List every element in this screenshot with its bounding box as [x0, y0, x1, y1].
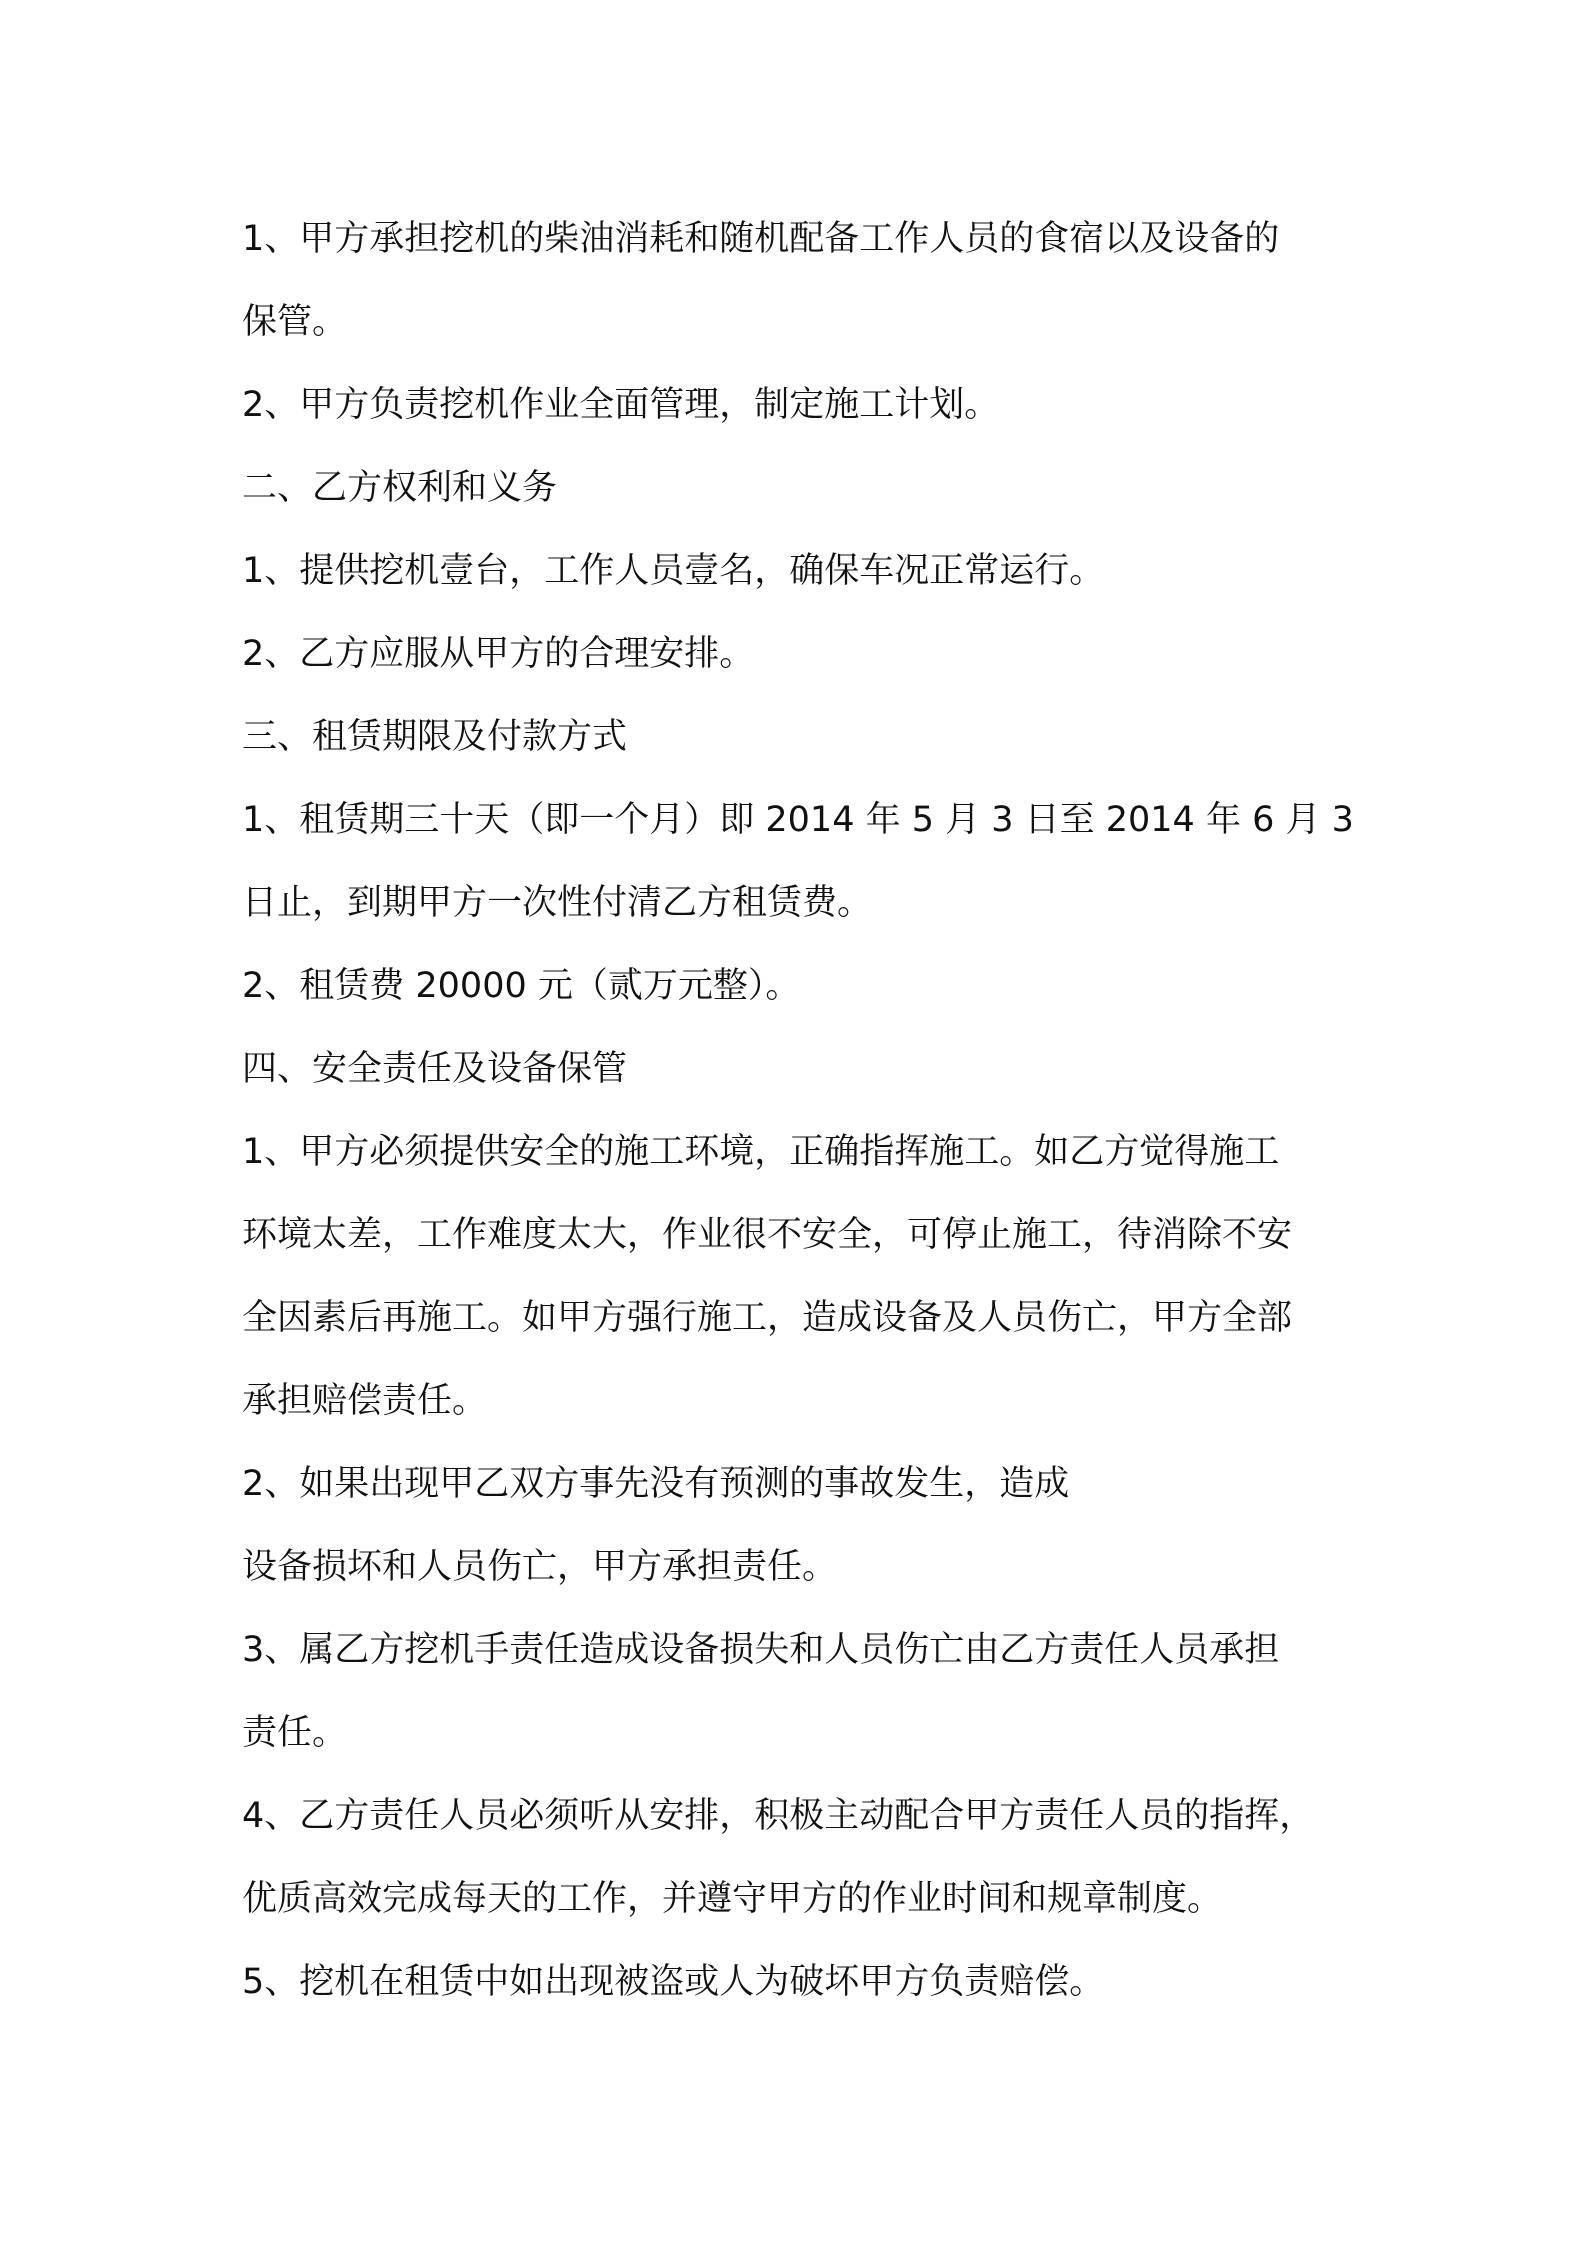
text-line: 2、乙方应服从甲方的合理安排。: [242, 634, 755, 674]
text-line: 日止，到期甲方一次性付清乙方租赁费。: [242, 883, 873, 923]
section-heading: 四、安全责任及设备保管: [242, 1049, 628, 1089]
text-line: 1、租赁期三十天（即一个月）即 2014 年 5 月 3 日至 2014 年 6 月 3: [242, 800, 1354, 840]
section-heading: 三、租赁期限及付款方式: [242, 717, 628, 757]
text-line: 1、提供挖机壹台，工作人员壹名，确保车况正常运行。: [242, 551, 1105, 591]
text-line: 2、如果出现甲乙双方事先没有预测的事故发生，造成: [242, 1464, 1070, 1504]
text-line: 承担赔偿责任。: [242, 1381, 488, 1421]
document-page: [242, 198, 1362, 2024]
text-line: 3、属乙方挖机手责任造成设备损失和人员伤亡由乙方责任人员承担: [242, 1630, 1280, 1670]
text-line: 1、甲方必须提供安全的施工环境，正确指挥施工。如乙方觉得施工: [242, 1132, 1280, 1172]
text-line: 保管。: [242, 302, 348, 342]
text-line: 2、租赁费 20000 元（贰万元整）。: [242, 966, 801, 1006]
text-line: 5、挖机在租赁中如出现被盗或人为破坏甲方负责赔偿。: [242, 1962, 1105, 2002]
text-line: 4、乙方责任人员必须听从安排，积极主动配合甲方责任人员的指挥，: [242, 1796, 1315, 1836]
text-line: 设备损坏和人员伤亡，甲方承担责任。: [242, 1547, 838, 1587]
text-line: 责任。: [242, 1713, 348, 1753]
text-line: 1、甲方承担挖机的柴油消耗和随机配备工作人员的食宿以及设备的: [242, 219, 1280, 259]
text-line: 2、甲方负责挖机作业全面管理，制定施工计划。: [242, 385, 1000, 425]
section-heading: 二、乙方权利和义务: [242, 468, 558, 508]
text-line: 环境太差，工作难度太大，作业很不安全，可停止施工，待消除不安: [242, 1215, 1293, 1255]
text-line: 全因素后再施工。如甲方强行施工，造成设备及人员伤亡，甲方全部: [242, 1298, 1293, 1338]
text-line: 优质高效完成每天的工作，并遵守甲方的作业时间和规章制度。: [242, 1879, 1223, 1919]
